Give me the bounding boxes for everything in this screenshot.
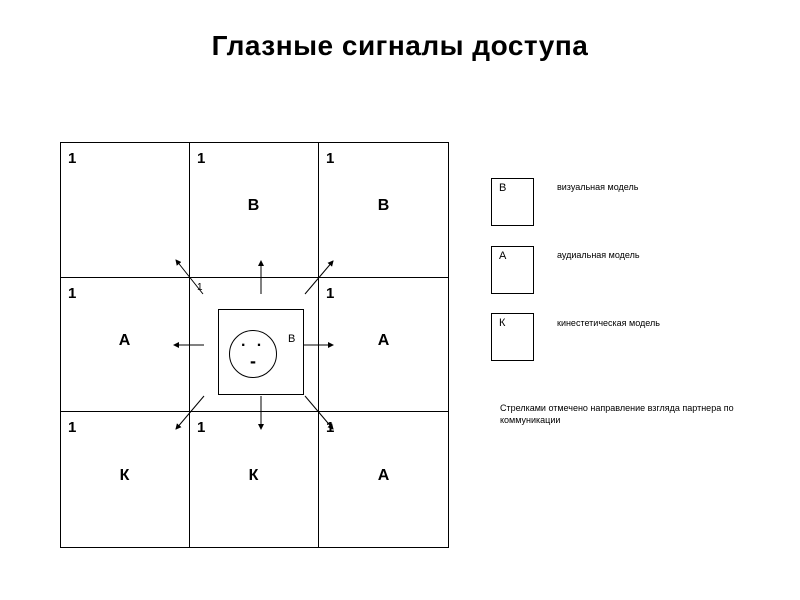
arrow-up-right <box>305 261 333 294</box>
legend-text-visual: визуальная модель <box>557 182 639 192</box>
legend-text-auditory: аудиальная модель <box>557 250 640 260</box>
cell-number: 1 <box>68 419 77 436</box>
legend-box-auditory <box>491 246 534 294</box>
cell-letter: А <box>377 332 390 349</box>
legend-box-visual <box>491 178 534 226</box>
page-title: Глазные сигналы доступа <box>211 30 589 61</box>
legend-text-kinesthetic: кинестетическая модель <box>557 318 660 328</box>
legend-letter: К <box>499 317 506 329</box>
legend-letter: В <box>499 182 507 194</box>
arrows-note: Стрелками отмечено направление взгляда партнера по коммуникации <box>500 403 734 425</box>
face-mouth: - <box>250 351 256 371</box>
face-eyes: · · <box>240 337 266 354</box>
cell-number: 1 <box>197 150 206 167</box>
cell-letter: В <box>377 197 390 214</box>
cell-letter: В <box>247 197 260 214</box>
cell-letter: А <box>377 467 390 484</box>
center-label-1: 1 <box>197 282 203 293</box>
cell-number: 1 <box>326 285 335 302</box>
arrow-up-left <box>176 260 203 294</box>
cell-number: 1 <box>68 150 77 167</box>
legend-box-kinesthetic <box>491 313 534 361</box>
cell-number: 1 <box>68 285 77 302</box>
cell-number: 1 <box>197 419 206 436</box>
cell-number: 1 <box>326 419 335 436</box>
cell-letter: А <box>118 332 131 349</box>
cell-number: 1 <box>326 150 335 167</box>
cell-letter: К <box>119 467 130 484</box>
arrow-down-right <box>305 396 333 429</box>
arrow-down-left <box>176 396 204 429</box>
legend-letter: А <box>499 250 507 262</box>
center-label-b: В <box>288 333 296 345</box>
cell-letter: К <box>248 467 259 484</box>
